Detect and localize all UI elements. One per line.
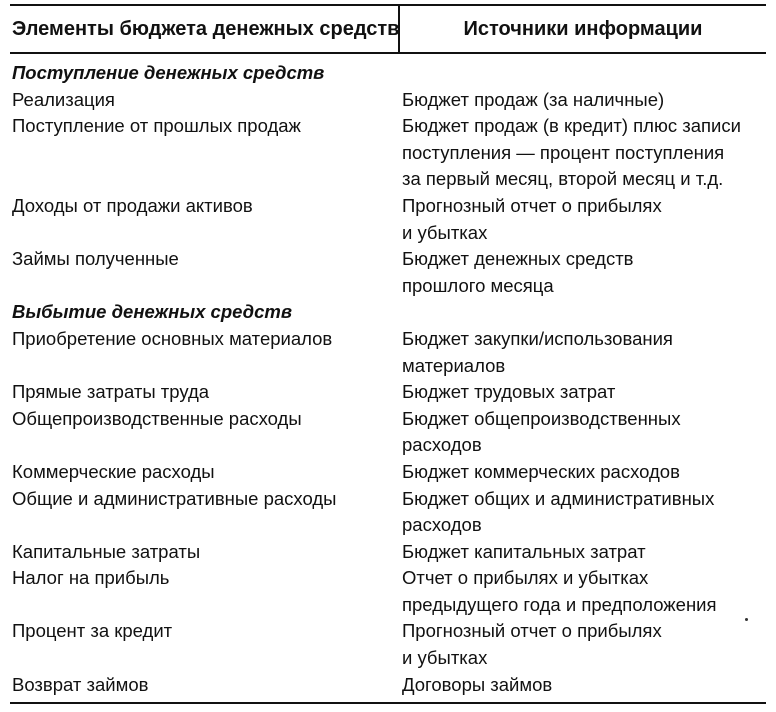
info-source-line: Отчет о прибылях и убытках <box>402 567 649 589</box>
info-source-line: предыдущего года и предположения <box>402 593 717 615</box>
table-row <box>10 539 766 566</box>
info-source-line: Бюджет общих и административных <box>402 487 715 509</box>
budget-element-cell: Поступление от прошлых продаж <box>12 115 301 137</box>
table-body <box>10 54 766 698</box>
table-row <box>10 379 766 406</box>
info-source-cell <box>402 539 766 566</box>
budget-sources-table <box>10 0 766 704</box>
info-source-line: Прогнозный отчет о прибылях <box>402 194 662 216</box>
info-source-cell <box>402 193 766 246</box>
info-source-line: Договоры займов <box>402 673 553 695</box>
info-source-line: расходов <box>402 514 482 536</box>
info-source-line: Бюджет капитальных затрат <box>402 540 646 562</box>
budget-element-cell: Общепроизводственные расходы <box>12 407 302 429</box>
table-header <box>10 6 766 52</box>
info-source-line: за первый месяц, второй месяц и т.д. <box>402 168 724 190</box>
table-row <box>10 87 766 114</box>
info-source-line: и убытках <box>402 647 488 669</box>
info-source-line: Бюджет денежных средств <box>402 248 634 270</box>
info-source-line: Бюджет продаж (в кредит) плюс записи <box>402 115 741 137</box>
info-source-cell <box>402 379 766 406</box>
header-elements: Элементы бюджета денежных средств <box>10 6 400 52</box>
info-source-cell <box>402 618 766 671</box>
table-row <box>10 326 766 379</box>
info-source-cell <box>402 486 766 539</box>
table-bottom-rule <box>10 702 766 704</box>
table-row <box>10 246 766 299</box>
budget-element-cell: Процент за кредит <box>12 620 173 642</box>
budget-element-cell: Налог на прибыль <box>12 567 170 589</box>
table-row <box>10 193 766 246</box>
budget-element-cell: Займы полученные <box>12 248 179 270</box>
info-source-cell <box>402 246 766 299</box>
table-row <box>10 565 766 618</box>
table-row <box>10 618 766 671</box>
info-source-line: расходов <box>402 434 482 456</box>
info-source-line: Бюджет продаж (за наличные) <box>402 88 665 110</box>
table-row <box>10 113 766 193</box>
budget-element-cell: Возврат займов <box>12 673 149 695</box>
budget-element-cell: Капитальные затраты <box>12 540 201 562</box>
table-row <box>10 486 766 539</box>
budget-element-cell: Приобретение основных материалов <box>12 327 333 349</box>
info-source-line: Бюджет закупки/использования <box>402 327 673 349</box>
info-source-cell <box>402 326 766 379</box>
budget-element-cell: Общие и административные расходы <box>12 487 337 509</box>
info-source-line: поступления — процент поступления <box>402 141 725 163</box>
info-source-line: Бюджет общепроизводственных <box>402 407 681 429</box>
info-source-line: материалов <box>402 354 506 376</box>
info-source-cell <box>402 87 766 114</box>
budget-element-cell: Прямые затраты труда <box>12 381 210 403</box>
info-source-line: и убытках <box>402 221 488 243</box>
section-title: Поступление денежных средств <box>12 62 325 83</box>
table-row <box>10 672 766 699</box>
section-title: Выбытие денежных средств <box>12 301 293 323</box>
table-row <box>10 459 766 486</box>
info-source-cell <box>402 113 766 193</box>
info-source-line: Бюджет трудовых затрат <box>402 381 616 403</box>
budget-element-cell: Доходы от продажи активов <box>12 194 253 216</box>
info-source-cell <box>402 672 766 699</box>
info-source-line: Бюджет коммерческих расходов <box>402 460 680 482</box>
info-source-cell <box>402 459 766 486</box>
info-source-line: прошлого месяца <box>402 274 554 296</box>
info-source-cell <box>402 406 766 459</box>
budget-element-cell: Коммерческие расходы <box>12 460 215 482</box>
budget-element-cell: Реализация <box>12 88 115 110</box>
header-sources: Источники информации <box>463 17 703 40</box>
scan-speck <box>745 618 748 621</box>
info-source-line: Прогнозный отчет о прибылях <box>402 620 662 642</box>
table-row <box>10 406 766 459</box>
info-source-cell <box>402 565 766 618</box>
